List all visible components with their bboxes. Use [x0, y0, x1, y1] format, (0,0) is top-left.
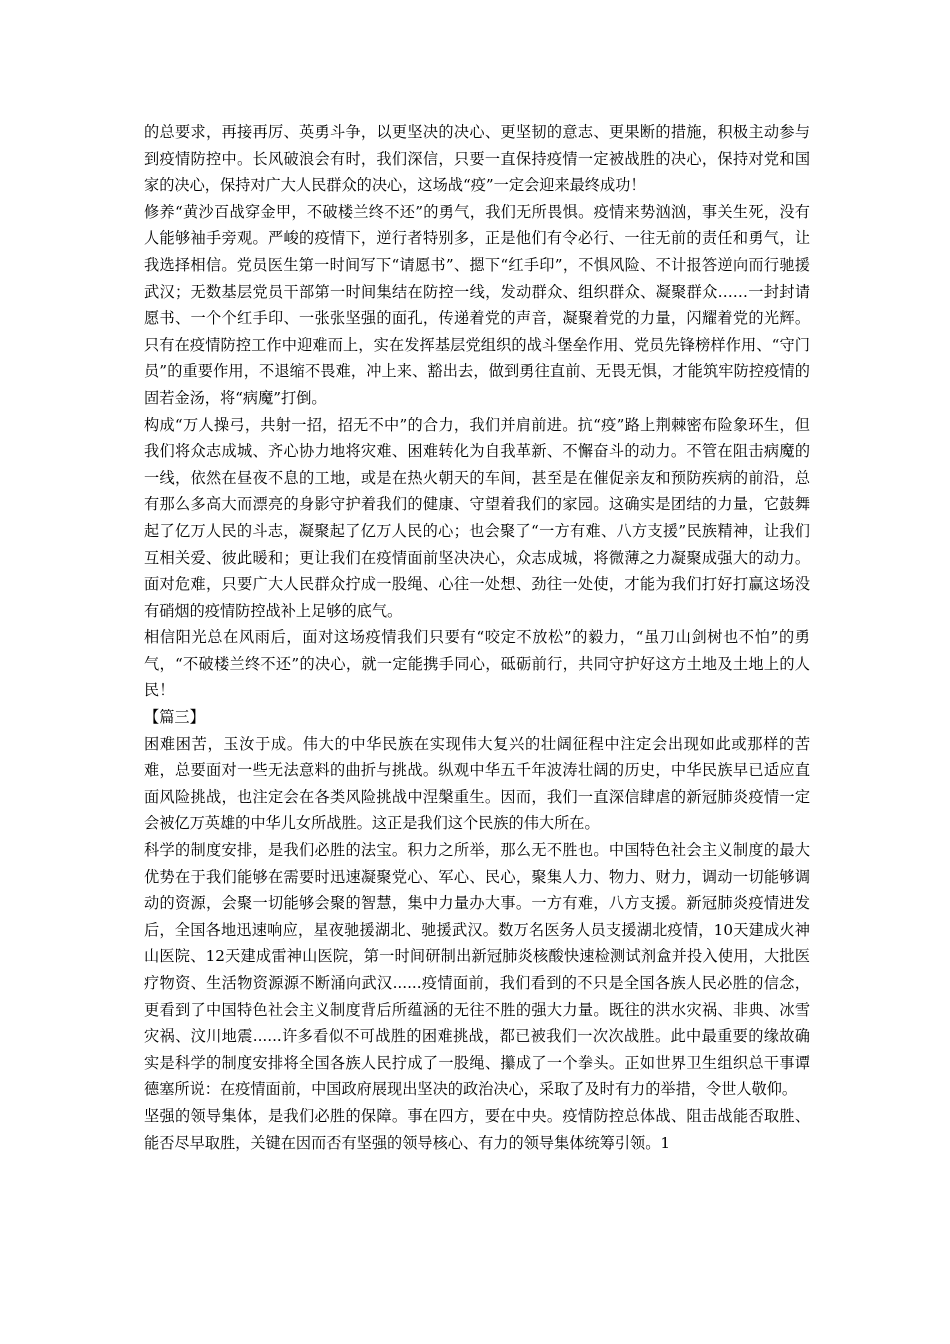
- paragraph: 构成“万人操弓，共射一招，招无不中”的合力，我们并肩前进。抗“疫”路上荆棘密布险象环生，但我们将众志成城、齐心协力地将灾难、困难转化为自我革新、不懈奋斗的动力。不管在阻击病魔的一线，依然在昼夜不息的工地，或是在热火朝天的车间，甚至是在催促亲友和预防疾病的前沿，总有那么多高大而漂亮的身影守护着我们的健康、守望着我们的家园。这确实是团结的力量，它鼓舞起了亿万人民的斗志，凝聚起了亿万人民的心；也会聚了“一方有难、八方支援”民族精神，让我们互相关爱、彼此暖和；更让我们在疫情面前坚决决心，众志成城，将微薄之力凝聚成强大的动力。面对危难，只要广大人民群众拧成一股绳、心往一处想、劲往一处使，才能为我们打好打赢这场没有硝烟的疫情防控战补上足够的底气。: [144, 415, 810, 620]
- paragraph: 相信阳光总在风雨后，面对这场疫情我们只要有“咬定不放松”的毅力，“虽刀山剑树也不怕”的勇气，“不破楼兰终不还”的决心，就一定能携手同心，砥砺前行，共同守护好这方土地及土地上的人民！: [144, 628, 810, 700]
- paragraph: 坚强的领导集体，是我们必胜的保障。事在四方，要在中央。疫情防控总体战、阻击战能否取胜、能否尽早取胜，关键在因而否有坚强的领导核心、有力的领导集体统筹引领。1: [144, 1106, 810, 1152]
- paragraph: 的总要求，再接再厉、英勇斗争，以更坚决的决心、更坚韧的意志、更果断的措施，积极主动参与到疫情防控中。长风破浪会有时，我们深信，只要一直保持疫情一定被战胜的决心，保持对党和国家的决心，保持对广大人民群众的决心，这场战“疫”一定会迎来最终成功！: [144, 123, 810, 195]
- section-heading: 【篇三】: [144, 708, 205, 727]
- paragraph: 科学的制度安排，是我们必胜的法宝。积力之所举，那么无不胜也。中国特色社会主义制度的最大优势在于我们能够在需要时迅速凝聚党心、军心、民心，聚集人力、物力、财力，调动一切能够调动的资源，会聚一切能够会聚的智慧，集中力量办大事。一方有难，八方支援。新冠肺炎疫情进发后，全国各地迅速响应，星夜驰援湖北、驰援武汉。数万名医务人员支援湖北疫情，10天建成火神山医院、12天建成雷神山医院，第一时间研制出新冠肺炎核酸快速检测试剂盒并投入使用，大批医疗物资、生活物资源源不断涌向武汉......疫情面前，我们看到的不只是全国各族人民必胜的信念，更看到了中国特色社会主义制度背后所蕴涵的无往不胜的强大力量。既往的洪水灾祸、非典、冰雪灾祸、汶川地震......许多看似不可战胜的困难挑战，都已被我们一次次战胜。此中最重要的缘故确实是科学的制度安排将全国各族人民拧成了一股绳、攥成了一个拳头。正如世界卫生组织总干事谭德塞所说：在疫情面前，中国政府展现出坚决的政治决心，采取了及时有力的举措，令世人敬仰。: [144, 841, 810, 1099]
- paragraph: 困难困苦，玉汝于成。伟大的中华民族在实现伟大复兴的壮阔征程中注定会出现如此或那样的苦难，总要面对一些无法意料的曲折与挑战。纵观中华五千年波涛壮阔的历史，中华民族早已适应直面风险挑战，也注定会在各类风险挑战中涅槃重生。因而，我们一直深信肆虐的新冠肺炎疫情一定会被亿万英雄的中华儿女所战胜。这正是我们这个民族的伟大所在。: [144, 734, 810, 833]
- document-body: [144, 119, 810, 1156]
- paragraph: 修养“黄沙百战穿金甲，不破楼兰终不还”的勇气，我们无所畏惧。疫情来势汹汹，事关生死，没有人能够袖手旁观。严峻的疫情下，逆行者特别多，正是他们有令必行、一往无前的责任和勇气，让我选择相信。党员医生第一时间写下“请愿书”、摁下“红手印”，不惧风险、不计报答逆向而行驰援武汉；无数基层党员干部第一时间集结在防控一线，发动群众、组织群众、凝聚群众……一封封请愿书、一个个红手印、一张张坚强的面孔，传递着党的声音，凝聚着党的力量，闪耀着党的光辉。只有在疫情防控工作中迎难而上，实在发挥基层党组织的战斗堡垒作用、党员先锋榜样作用、“守门员”的重要作用，不退缩不畏难，冲上来、豁出去，做到勇往直前、无畏无惧，才能筑牢防控疫情的固若金汤，将“病魔”打倒。: [144, 202, 810, 407]
